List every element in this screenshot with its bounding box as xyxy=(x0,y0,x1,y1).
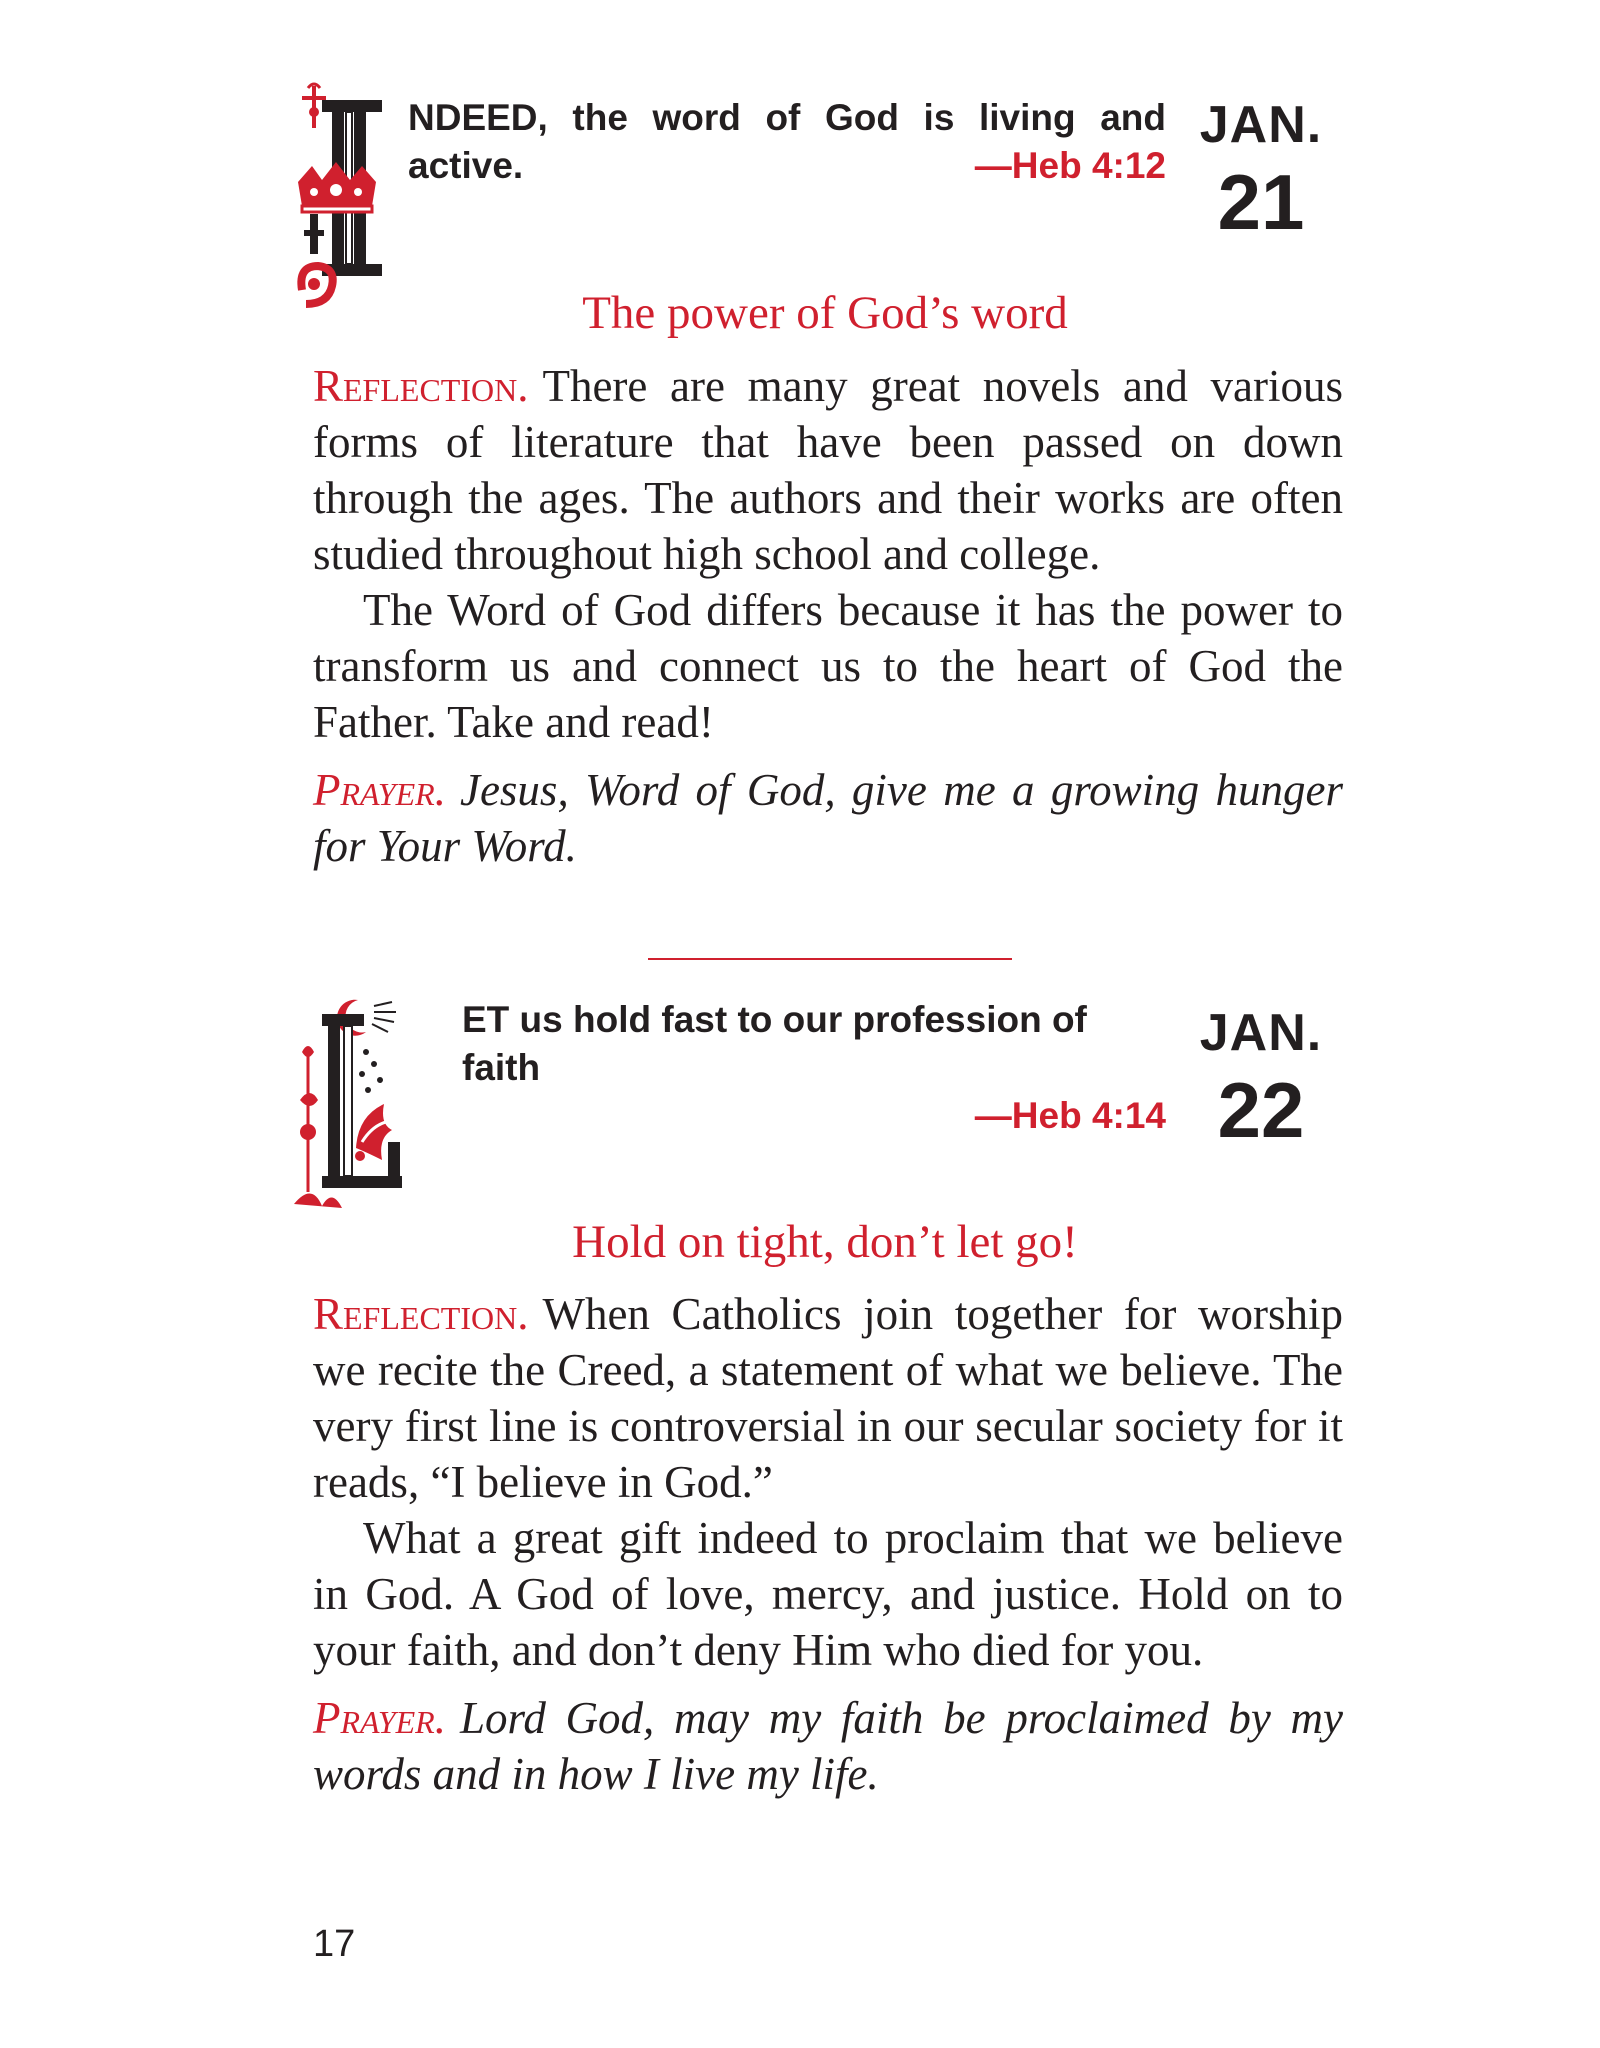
epigraph-text: ET us hold fast to our profession of faith xyxy=(462,999,1087,1088)
devotion-entry-jan-22 xyxy=(0,912,1600,1812)
page-number: 17 xyxy=(313,1923,356,1965)
date-block xyxy=(1196,94,1326,246)
drop-cap-i-ornament-icon xyxy=(292,82,402,308)
reflection-label: Reflection. xyxy=(313,361,529,411)
date-day: 22 xyxy=(1217,1066,1305,1154)
epigraph xyxy=(462,996,1166,1140)
date-block xyxy=(1196,1002,1326,1154)
entry-title: Hold on tight, don’t let go! xyxy=(572,1216,1078,1268)
epigraph-citation: —Heb 4:12 xyxy=(974,145,1166,186)
entry-body xyxy=(313,1286,1343,1802)
epigraph-text: NDEED, the word of God is living and active. xyxy=(408,97,1166,186)
entry-title: The power of God’s word xyxy=(582,287,1068,339)
prayer-text: Lord God, may my faith be proclaimed by my words and in how I live my life. xyxy=(313,1693,1343,1799)
prayer-text: Jesus, Word of God, give me a growing hunger for Your Word. xyxy=(313,765,1343,871)
reflection-paragraph xyxy=(313,358,1343,582)
reflection-text: There are many great novels and various forms of literature that have been passed on down through the ages. The authors and their works are often studied throughout high school and college. xyxy=(313,361,1343,579)
reflection-label: Reflection. xyxy=(313,1289,529,1339)
prayer-label: Prayer. xyxy=(313,765,446,815)
epigraph xyxy=(408,94,1166,190)
prayer-paragraph xyxy=(313,762,1343,874)
prayer-label: Prayer. xyxy=(313,1693,446,1743)
devotion-entry-jan-21 xyxy=(0,0,1600,900)
epigraph-citation: —Heb 4:14 xyxy=(974,1095,1166,1136)
entry-body xyxy=(313,358,1343,874)
reflection-paragraph-2: What a great gift indeed to proclaim that we believe in God. A God of love, mercy, and justice. Hold on to your faith, and don’t deny Him who died for you. xyxy=(313,1513,1343,1675)
prayer-paragraph xyxy=(313,1690,1343,1802)
drop-cap-l-ornament-icon xyxy=(292,992,402,1218)
reflection-text: When Catholics join together for worship we recite the Creed, a statement of what we believe. The very first line is controversial in our secular society for it reads, “I believe in God.” xyxy=(313,1289,1343,1507)
reflection-paragraph xyxy=(313,1286,1343,1510)
date-month: JAN. xyxy=(1199,96,1323,154)
reflection-paragraph-2: The Word of God differs because it has the power to transform us and connect us to the heart of God the Father. Take and read! xyxy=(313,585,1343,747)
date-day: 21 xyxy=(1217,158,1305,246)
date-month: JAN. xyxy=(1199,1004,1323,1062)
